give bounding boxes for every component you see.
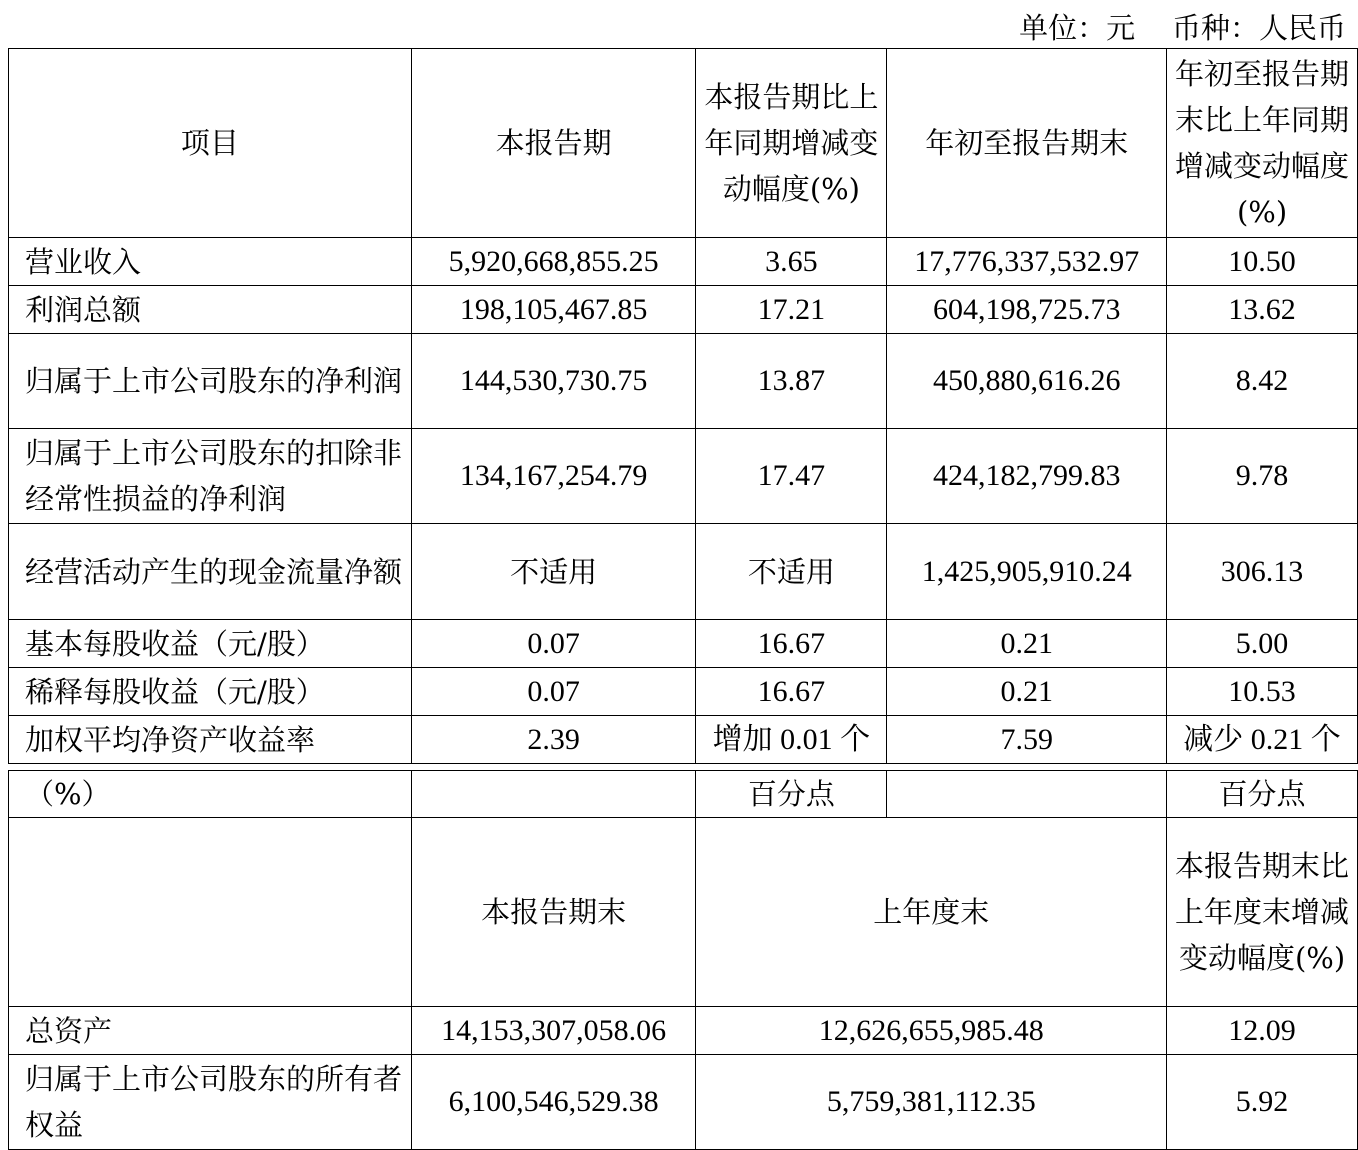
header-period-end: 本报告期末 [411, 818, 696, 1007]
cell-value: 2.39 [411, 716, 696, 764]
table-row [9, 286, 1358, 334]
header-item [9, 818, 412, 1007]
table-header-row [9, 818, 1358, 1007]
cell-value: 17.21 [696, 286, 887, 334]
table-row [9, 334, 1358, 429]
cell-value: 424,182,799.83 [887, 429, 1167, 524]
table-row [9, 238, 1358, 286]
cell-value: 10.53 [1167, 668, 1358, 716]
financial-data-table-current-period [8, 48, 1358, 764]
cell-value: 百分点 [1167, 771, 1358, 818]
cell-value: 3.65 [696, 238, 887, 286]
cell-value: 14,153,307,058.06 [411, 1007, 696, 1055]
cell-value: 9.78 [1167, 429, 1358, 524]
header-item: 项目 [9, 49, 412, 238]
header-ytd-yoy: 年初至报告期末比上年同期增减变动幅度(%) [1167, 49, 1358, 238]
cell-value: 不适用 [411, 524, 696, 620]
table-row [9, 429, 1358, 524]
table-row [9, 1055, 1358, 1150]
cell-value: 5.92 [1167, 1055, 1358, 1150]
cell-value: 0.21 [887, 668, 1167, 716]
table-row [9, 668, 1358, 716]
cell-value: 0.07 [411, 620, 696, 668]
header-period-end-change: 本报告期末比上年度末增减变动幅度(%) [1167, 818, 1358, 1007]
table-row [9, 716, 1358, 764]
table-row [9, 620, 1358, 668]
cell-value: 0.21 [887, 620, 1167, 668]
financial-data-table-period-end [8, 770, 1358, 1150]
cell-value: 16.67 [696, 668, 887, 716]
cell-value: 不适用 [696, 524, 887, 620]
cell-value: 450,880,616.26 [887, 334, 1167, 429]
table-row [9, 1007, 1358, 1055]
cell-value: 604,198,725.73 [887, 286, 1167, 334]
unit-currency-note: 单位：元 币种：人民币 [1019, 11, 1346, 45]
cell-value [887, 771, 1167, 818]
cell-value: 16.67 [696, 620, 887, 668]
cell-value: 198,105,467.85 [411, 286, 696, 334]
cell-value: 12.09 [1167, 1007, 1358, 1055]
cell-value: 增加 0.01 个 [696, 716, 887, 764]
table-row [9, 524, 1358, 620]
header-ytd: 年初至报告期末 [887, 49, 1167, 238]
row-label: （%） [9, 771, 412, 818]
cell-value: 8.42 [1167, 334, 1358, 429]
row-label: 归属于上市公司股东的所有者权益 [9, 1055, 412, 1150]
continuation-row [9, 771, 1358, 818]
cell-value: 5.00 [1167, 620, 1358, 668]
cell-value: 306.13 [1167, 524, 1358, 620]
cell-value: 5,920,668,855.25 [411, 238, 696, 286]
cell-value: 7.59 [887, 716, 1167, 764]
cell-value: 5,759,381,112.35 [696, 1055, 1167, 1150]
cell-value: 6,100,546,529.38 [411, 1055, 696, 1150]
cell-value: 134,167,254.79 [411, 429, 696, 524]
cell-value: 10.50 [1167, 238, 1358, 286]
header-current-period-yoy: 本报告期比上年同期增减变动幅度(%) [696, 49, 887, 238]
cell-value [411, 771, 696, 818]
row-label: 基本每股收益（元/股） [9, 620, 412, 668]
row-label: 归属于上市公司股东的净利润 [9, 334, 412, 429]
table-header-row [9, 49, 1358, 238]
cell-value: 0.07 [411, 668, 696, 716]
cell-value: 减少 0.21 个 [1167, 716, 1358, 764]
row-label: 总资产 [9, 1007, 412, 1055]
row-label: 稀释每股收益（元/股） [9, 668, 412, 716]
cell-value: 13.62 [1167, 286, 1358, 334]
cell-value: 12,626,655,985.48 [696, 1007, 1167, 1055]
row-label: 归属于上市公司股东的扣除非经常性损益的净利润 [9, 429, 412, 524]
row-label: 加权平均净资产收益率 [9, 716, 412, 764]
cell-value: 百分点 [696, 771, 887, 818]
cell-value: 144,530,730.75 [411, 334, 696, 429]
header-current-period: 本报告期 [411, 49, 696, 238]
row-label: 营业收入 [9, 238, 412, 286]
cell-value: 1,425,905,910.24 [887, 524, 1167, 620]
cell-value: 17,776,337,532.97 [887, 238, 1167, 286]
cell-value: 17.47 [696, 429, 887, 524]
cell-value: 13.87 [696, 334, 887, 429]
header-prior-year-end: 上年度末 [696, 818, 1167, 1007]
row-label: 经营活动产生的现金流量净额 [9, 524, 412, 620]
row-label: 利润总额 [9, 286, 412, 334]
